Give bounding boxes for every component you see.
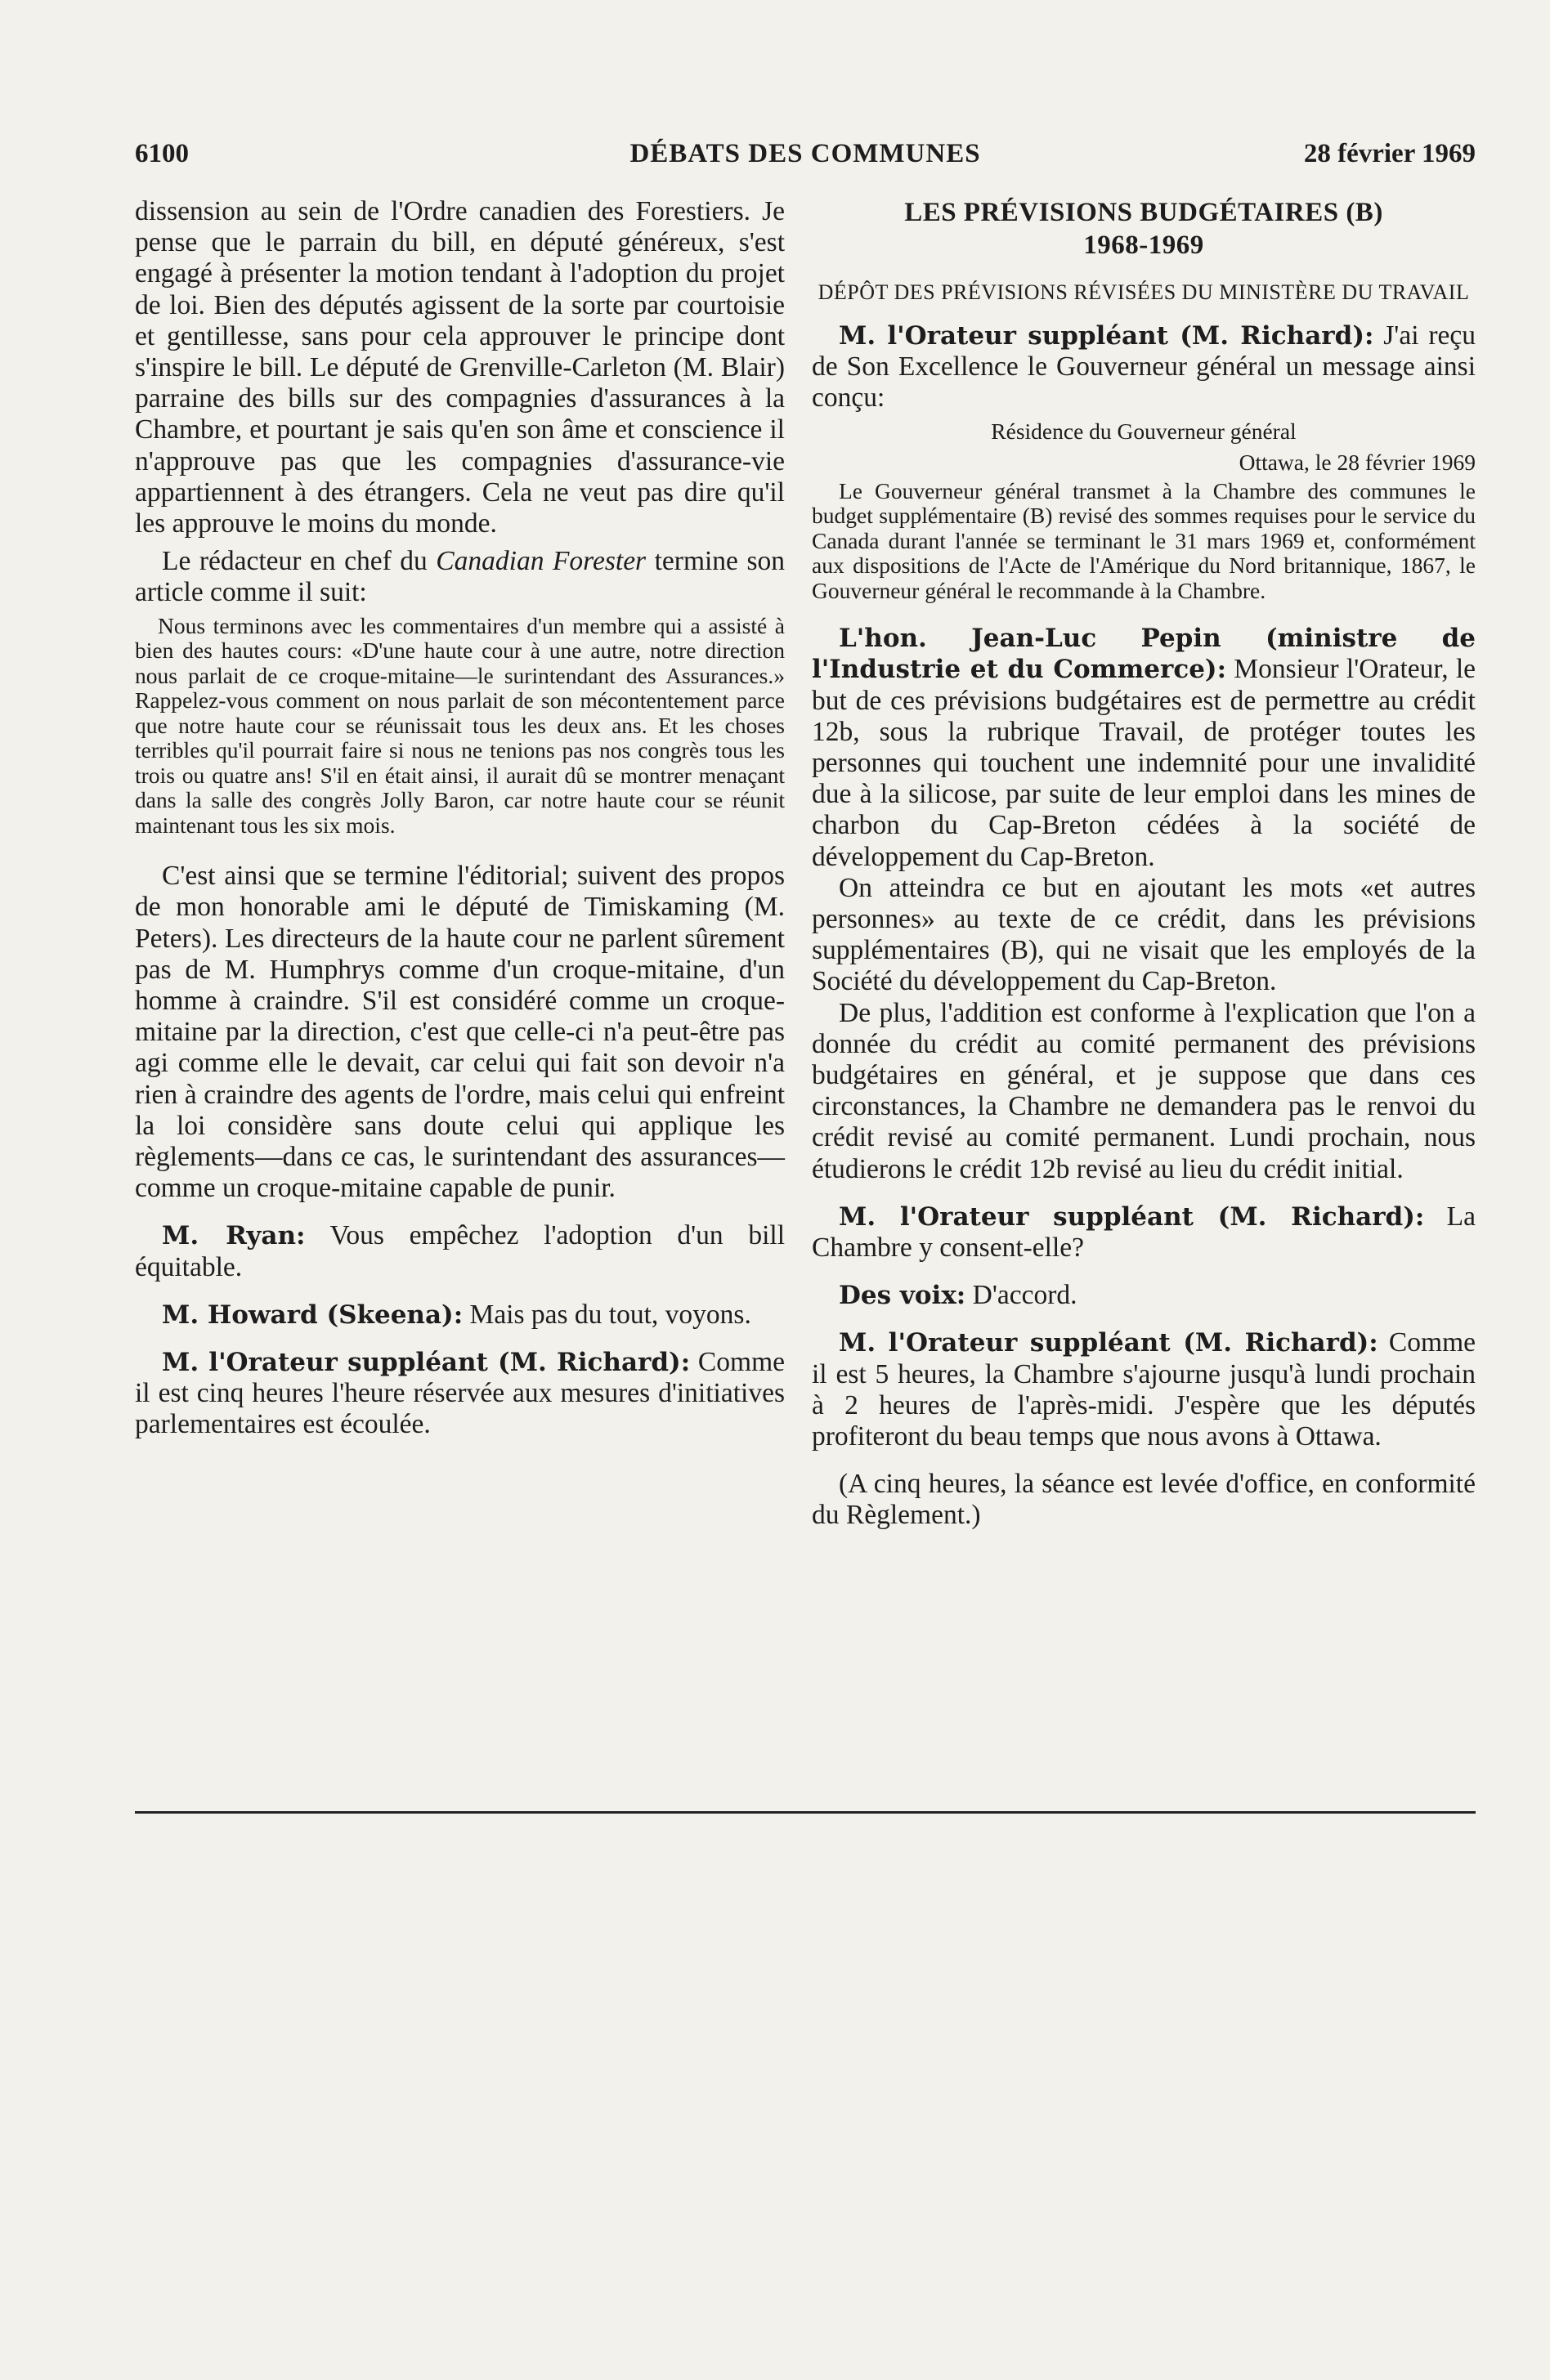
speaker-name: M. l'Orateur suppléant (M. Richard): <box>839 1201 1425 1232</box>
block-quote <box>135 614 785 839</box>
speech <box>812 1201 1476 1264</box>
speech <box>812 623 1476 873</box>
text-run: termine son article comme il suit: <box>135 546 785 608</box>
end-rule <box>135 1811 1476 1814</box>
page-header <box>135 139 1476 180</box>
paragraph: De plus, l'addition est conforme à l'explication que l'on a donnée du crédit au comité permanent des prévisions budgétaires en général, et je suppose que dans ces circonstances, la Chambre ne demandera pas le renvoi du crédit revisé au comité permanent. Lundi prochain, nous étudierons le crédit 12b revisé au lieu du crédit initial. <box>812 997 1476 1184</box>
paragraph: dissension au sein de l'Ordre canadien des Forestiers. Je pense que le parrain du bill, en député généreux, s'est engagé à présenter la motion tendant à l'adoption du projet de loi. Bien des députés agissent de la sorte par courtoisie et gentillesse, sans pour cela approuver le principe dont s'inspire le bill. Le député de Grenville-Carleton (M. Blair) parraine des bills sur des compagnies d'assurances à la Chambre, et pourtant je sais qu'en son âme et conscience il n'approuve pas que les compagnies d'assurance-vie appartiennent à des étrangers. Cela ne veut pas dire qu'il les approuve le moins du monde. <box>135 196 785 539</box>
speech-text: Comme il est 5 heures, la Chambre s'ajourne jusqu'à lundi prochain à 2 heures de l'après-midi. J'espère que les députés profiteront du beau temps que nous avons à Ottawa. <box>812 1327 1476 1452</box>
speech-text: Comme il est cinq heures l'heure réservée aux mesures d'initiatives parlementaires est écoulée. <box>135 1346 785 1440</box>
paragraph: On atteindra ce but en ajoutant les mots «et autres personnes» au texte de ce crédit, dans les prévisions supplémentaires (B), qui ne visait que les employés de la Société du développement du Cap-Breton. <box>812 872 1476 997</box>
right-column <box>812 196 1476 1532</box>
speaker-name: M. l'Orateur suppléant (M. Richard): <box>839 321 1374 351</box>
publication-name: Canadian Forester <box>436 546 647 577</box>
speaker-name: Des voix: <box>839 1281 966 1311</box>
speech-text: J'ai reçu de Son Excellence le Gouverneur général un message ainsi conçu: <box>812 320 1476 414</box>
speech <box>135 1347 785 1441</box>
speech-text: La Chambre y consent-elle? <box>812 1201 1476 1263</box>
issue-date <box>1304 139 1476 169</box>
text-run: Le rédacteur en chef du <box>162 546 437 577</box>
quote-text: Nous terminons avec les commentaires d'un membre qui a assisté à bien des hautes cours: «D'une haute cour à une autre, notre direction nous parlait de ce croque-mitaine—le surintendant des Assurances.» Rappelez-vous comment on nous parlait de son mécontentement parce que notre haute cour se réunissait tous les deux ans. Et les choses terribles qu'il pourrait faire si nous ne tenions pas nos congrès tous les trois ou quatre ans! S'il en était ainsi, il aurait dû se montrer menaçant dans la salle des congrès Jolly Baron, car notre haute cour se réunit maintenant tous les six mois. <box>135 612 785 838</box>
speech <box>135 1220 785 1282</box>
page-number: 6100 <box>135 139 189 168</box>
speech-text: Monsieur l'Orateur, le but de ces prévisions budgétaires est de permettre au crédit 12b, sous la rubrique Travail, de protéger toutes les personnes qui touchent une indemnité pour une invalidité due à la silicose, par suite de leur emploi dans les mines de charbon du Cap-Breton cédées à la société de développement du Cap-Breton. <box>812 654 1476 872</box>
section-heading-line: 1968-1969 <box>1083 230 1204 260</box>
speaker-name: M. l'Orateur suppléant (M. Richard): <box>839 1328 1378 1358</box>
speaker-name: M. Ryan: <box>162 1221 306 1251</box>
speech <box>812 1280 1476 1311</box>
speech <box>812 320 1476 414</box>
speaker-name: L'hon. Jean-Luc Pepin (ministre de l'Industrie et du Commerce): <box>812 624 1476 685</box>
paragraph <box>135 546 785 608</box>
procedural-note: (A cinq heures, la séance est levée d'office, en conformité du Règlement.) <box>812 1469 1476 1531</box>
subsection-heading: DÉPÔT DES PRÉVISIONS RÉVISÉES DU MINISTÈRE DU TRAVAIL <box>818 280 1470 304</box>
left-column <box>135 196 785 1441</box>
section-heading <box>812 196 1476 262</box>
speech <box>812 1327 1476 1452</box>
speech-text: D'accord. <box>965 1280 1077 1311</box>
journal-title: DÉBATS DES COMMUNES <box>629 139 981 168</box>
speaker-name: M. Howard (Skeena): <box>162 1300 464 1330</box>
message-place-date: Ottawa, le 28 février 1969 <box>1239 450 1476 476</box>
speech-text: Mais pas du tout, voyons. <box>463 1299 751 1330</box>
speech-text: Vous empêchez l'adoption d'un bill équitable. <box>135 1220 785 1282</box>
section-heading-line: LES PRÉVISIONS BUDGÉTAIRES (B) <box>904 198 1383 227</box>
issue-date-text: 28 février 1969 <box>1303 139 1476 168</box>
speaker-name: M. l'Orateur suppléant (M. Richard): <box>162 1347 691 1377</box>
message-residence: Résidence du Gouverneur général <box>991 418 1297 444</box>
paragraph: C'est ainsi que se termine l'éditorial; suivent des propos de mon honorable ami le député de Timiskaming (M. Peters). Les directeurs de la haute cour ne parlent sûrement pas de M. Humphrys comme d'un croque-mitaine, d'un homme à craindre. S'il est considéré comme un croque-mitaine par la direction, c'est que celle-ci n'a peut-être pas agi comme elle le devait, car celui qui fait son devoir n'a rien à craindre des agents de l'ordre, mais celui qui enfreint la loi considère sans doute celui qui applique les règlements—dans ce cas, le surintendant des assurances—comme un croque-mitaine capable de punir. <box>135 861 785 1204</box>
message-body: Le Gouverneur général transmet à la Chambre des communes le budget supplémentaire (B) revisé des sommes requises pour le service du Canada durant l'année se terminant le 31 mars 1969 et, conformément aux dispositions de l'Acte de l'Amérique du Nord britannique, 1867, le Gouverneur général le recommande à la Chambre. <box>812 477 1476 603</box>
speech <box>135 1300 785 1331</box>
